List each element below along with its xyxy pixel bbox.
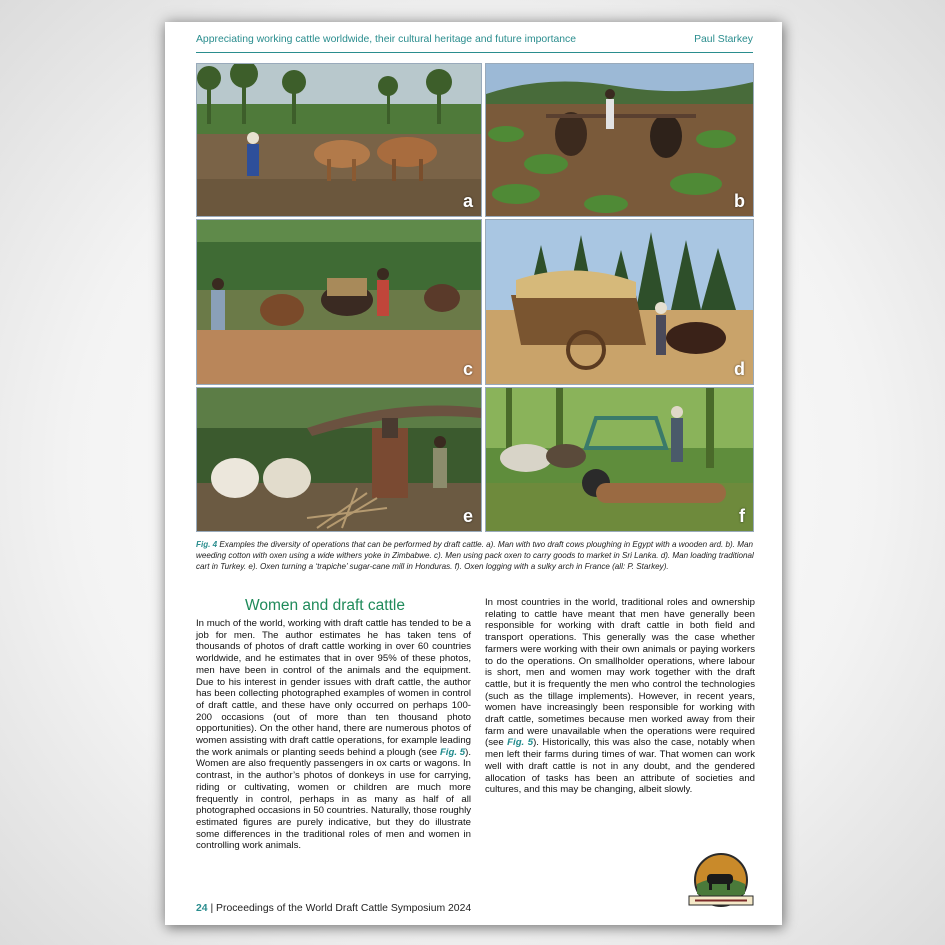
photo-e [196,387,482,532]
photo-d [485,219,754,385]
section-heading: Women and draft cattle [245,597,405,614]
photo-c [196,219,482,385]
running-author: Paul Starkey [694,34,753,45]
photo-letter-d: d [734,359,745,379]
photo-a [196,63,482,217]
left-column-text [196,618,471,852]
photo-b [485,63,754,217]
footer-separator: | [207,903,217,914]
fig5-link-left[interactable]: Fig. 5 [439,746,466,758]
figure-label: Fig. 4 [196,540,218,549]
document-page [165,22,782,925]
left-paragraph-part2: ). Women are also frequently passengers in ox carts or wagons. In contrast, in the author’s photos of donkeys in use for carrying, riding or cultivating, women or children are much more frequently in control, perhaps in as many as half of all photographed occasions in 50 countries. Naturally, those roughly estimated figures are purely indicative, but they do illustrate some differences in the traditional roles of men and women in controlling work animals. [196,746,472,852]
photo-f [485,387,754,532]
photo-letter-e: e [462,506,473,526]
photo-letter-f: f [739,506,745,526]
page-footer [196,903,471,914]
running-title: Appreciating working cattle worldwide, their cultural heritage and future importance [196,34,577,45]
photo-letter-b: b [734,191,745,211]
page-number: 24 [196,903,208,914]
running-header [196,34,753,53]
left-paragraph-part1: In much of the world, working with draft cattle has tended to be a job for men. The author estimates he has taken tens of thousands of photos of draft cattle working in over 60 countries worldwide, and he estimates that in over 95% of these photos, men have been in control of the animals and the equipment. Due to his interest in gender issues with draft cattle, the author has been collecting photographed examples of women in control of draft cattle, and these have only occurred on perhaps 100-200 occasions (out of more than ten thousand photo opportunities). On the other hand, there are numerous photos of women assisting with draft cattle operations, for example leading the work animals or planting seeds behind a plough (see [196,618,471,758]
photo-letter-c: c [462,359,473,379]
footer-title: Proceedings of the World Draft Cattle Symposium 2024 [216,903,472,914]
photo-letter-a: a [462,191,473,211]
figure-caption-text: Examples the diversity of operations that can be performed by draft cattle. a). Man with two draft cows ploughing in Egypt with a wooden ard. b). Man weeding cotton with oxen using a wide withers yoke in Zimbabwe. c). Men using pack oxen to carry goods to market in Sri Lanka. d). Man loading traditional cart in Turkey. e). Oxen turning a ‘trapiche’ sugar-cane mill in Honduras. f). Oxen logging with a sulky arch in France (all: P. Starkey). [196,540,754,572]
right-column-text [485,597,755,796]
figure-caption [196,539,756,573]
fig5-link-right[interactable]: Fig. 5 [507,737,534,749]
right-paragraph-part1: In most countries in the world, traditional roles and ownership relating to cattle have meant that men have generally been responsible for working with draft cattle in both field and transport operations. This generally was the case whether farmers were working with their own animals or paying workers to do the operations. On smallholder operations, where labour is short, men and women may work together with the draft cattle, but it is frequently the men who control the technologies (such as the tillage implements). However, in recent years, women have increasingly been responsible for working with draft cattle, sometimes because men worked away from their farm and were unavailable when the operations were required (see [485,597,755,749]
right-paragraph-part2: ). Historically, this was also the case, notably when men left their farms during times of war. That women can work well with draft cattle is not in any doubt, and the gendered allocation of tasks has been an attribute of societies and cultures, and this may be changing, albeit slowly. [485,737,755,796]
symposium-logo [685,850,757,912]
